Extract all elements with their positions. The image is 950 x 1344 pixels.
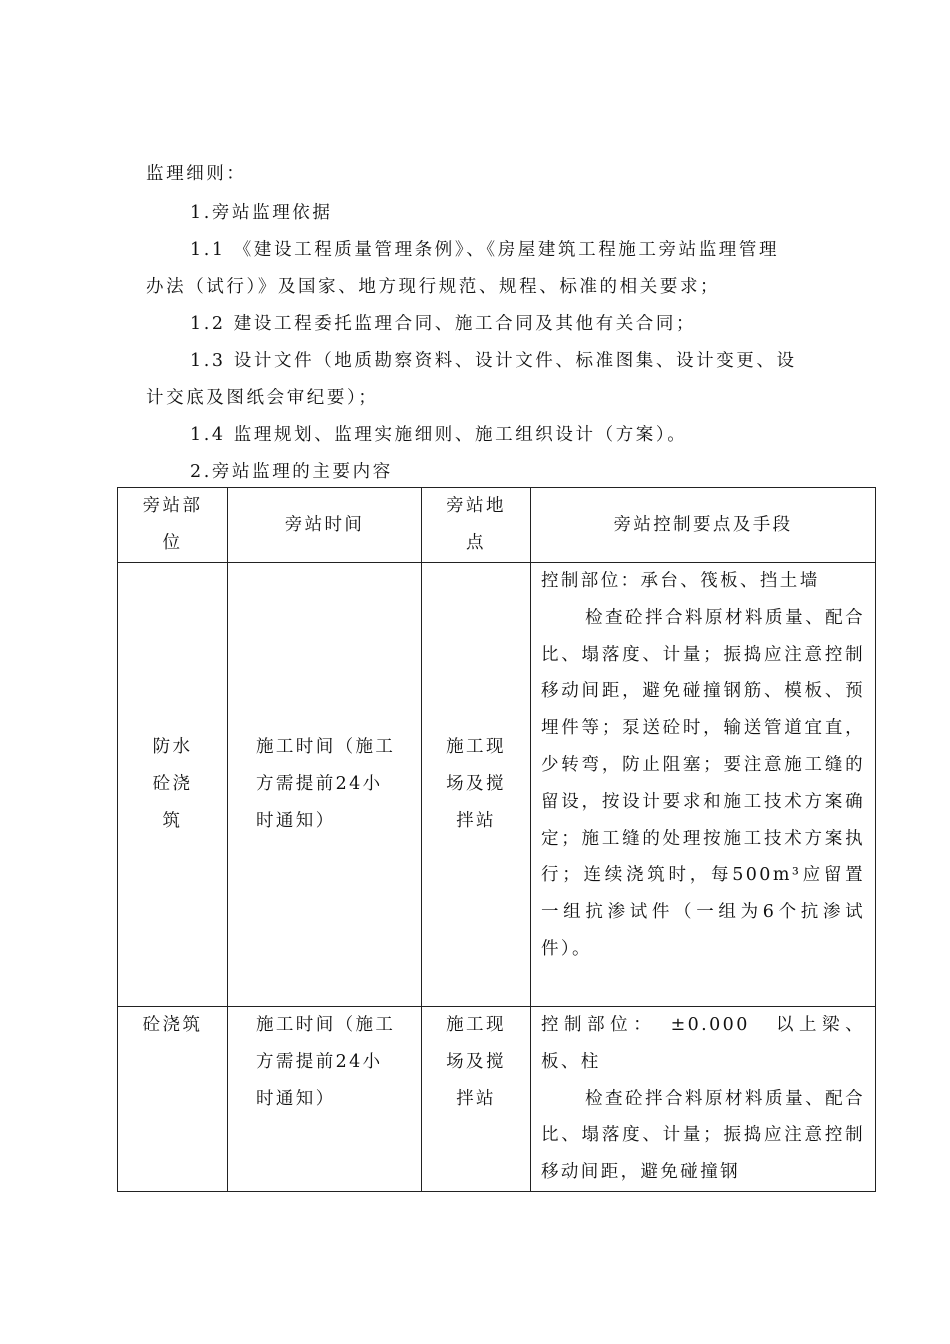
row1-place: 施工现场及搅拌站 xyxy=(422,563,531,1007)
supervision-table xyxy=(117,487,876,1192)
row1-control xyxy=(531,563,876,1007)
header-place: 旁站地点 xyxy=(422,488,531,563)
row2-control-text: 检查砼拌合料原材料质量、配合比、塌落度、计量；振捣应注意控制移动间距，避免碰撞钢 xyxy=(541,1088,865,1183)
row2-place: 施工现场及搅拌站 xyxy=(422,1007,531,1192)
row2-time: 施工时间（施工方需提前24小时通知） xyxy=(228,1007,422,1192)
item-1-1-line1: 1.1 《建设工程质量管理条例》、《房屋建筑工程施工旁站监理管理 xyxy=(190,240,780,260)
item-1-4: 1.4 监理规划、监理实施细则、施工组织设计（方案）。 xyxy=(190,425,688,445)
row1-part: 防水砼浇筑 xyxy=(118,563,228,1007)
table-row xyxy=(118,563,876,1007)
row1-time: 施工时间（施工方需提前24小时通知） xyxy=(228,563,422,1007)
row1-control-text: 检查砼拌合料原材料质量、配合比、塌落度、计量；振捣应注意控制移动间距，避免碰撞钢筋、模板、预埋件等；泵送砼时，输送管道宜直，少转弯，防止阻塞；要注意施工缝的留设，按设计要求和施工技术方案确定；施工缝的处理按施工技术方案执行；连续浇筑时，每500m³应留置一组抗渗试件（一组为6个抗渗试件）。 xyxy=(541,607,865,959)
row2-control xyxy=(531,1007,876,1192)
row2-part: 砼浇筑 xyxy=(118,1007,228,1192)
heading: 监理细则： xyxy=(146,164,247,184)
table-row xyxy=(118,1007,876,1192)
section-1-title: 1.旁站监理依据 xyxy=(190,203,333,223)
item-1-3-line2: 计交底及图纸会审纪要）； xyxy=(146,388,379,408)
item-1-1-line2: 办法（试行）》及国家、地方现行规范、规程、标准的相关要求； xyxy=(146,277,721,297)
section-2-title: 2.旁站监理的主要内容 xyxy=(190,462,393,482)
row1-control-part: 控制部位：承台、筏板、挡土墙 xyxy=(541,571,820,591)
header-time: 旁站时间 xyxy=(228,488,422,563)
item-1-2: 1.2 建设工程委托监理合同、施工合同及其他有关合同； xyxy=(190,314,697,334)
header-control: 旁站控制要点及手段 xyxy=(531,488,876,563)
item-1-3-line1: 1.3 设计文件（地质勘察资料、设计文件、标准图集、设计变更、设 xyxy=(190,351,797,371)
header-part: 旁站部位 xyxy=(118,488,228,563)
table-header-row xyxy=(118,488,876,563)
row2-control-part: 控制部位： ±0.000 以上梁、板、柱 xyxy=(541,1015,865,1072)
